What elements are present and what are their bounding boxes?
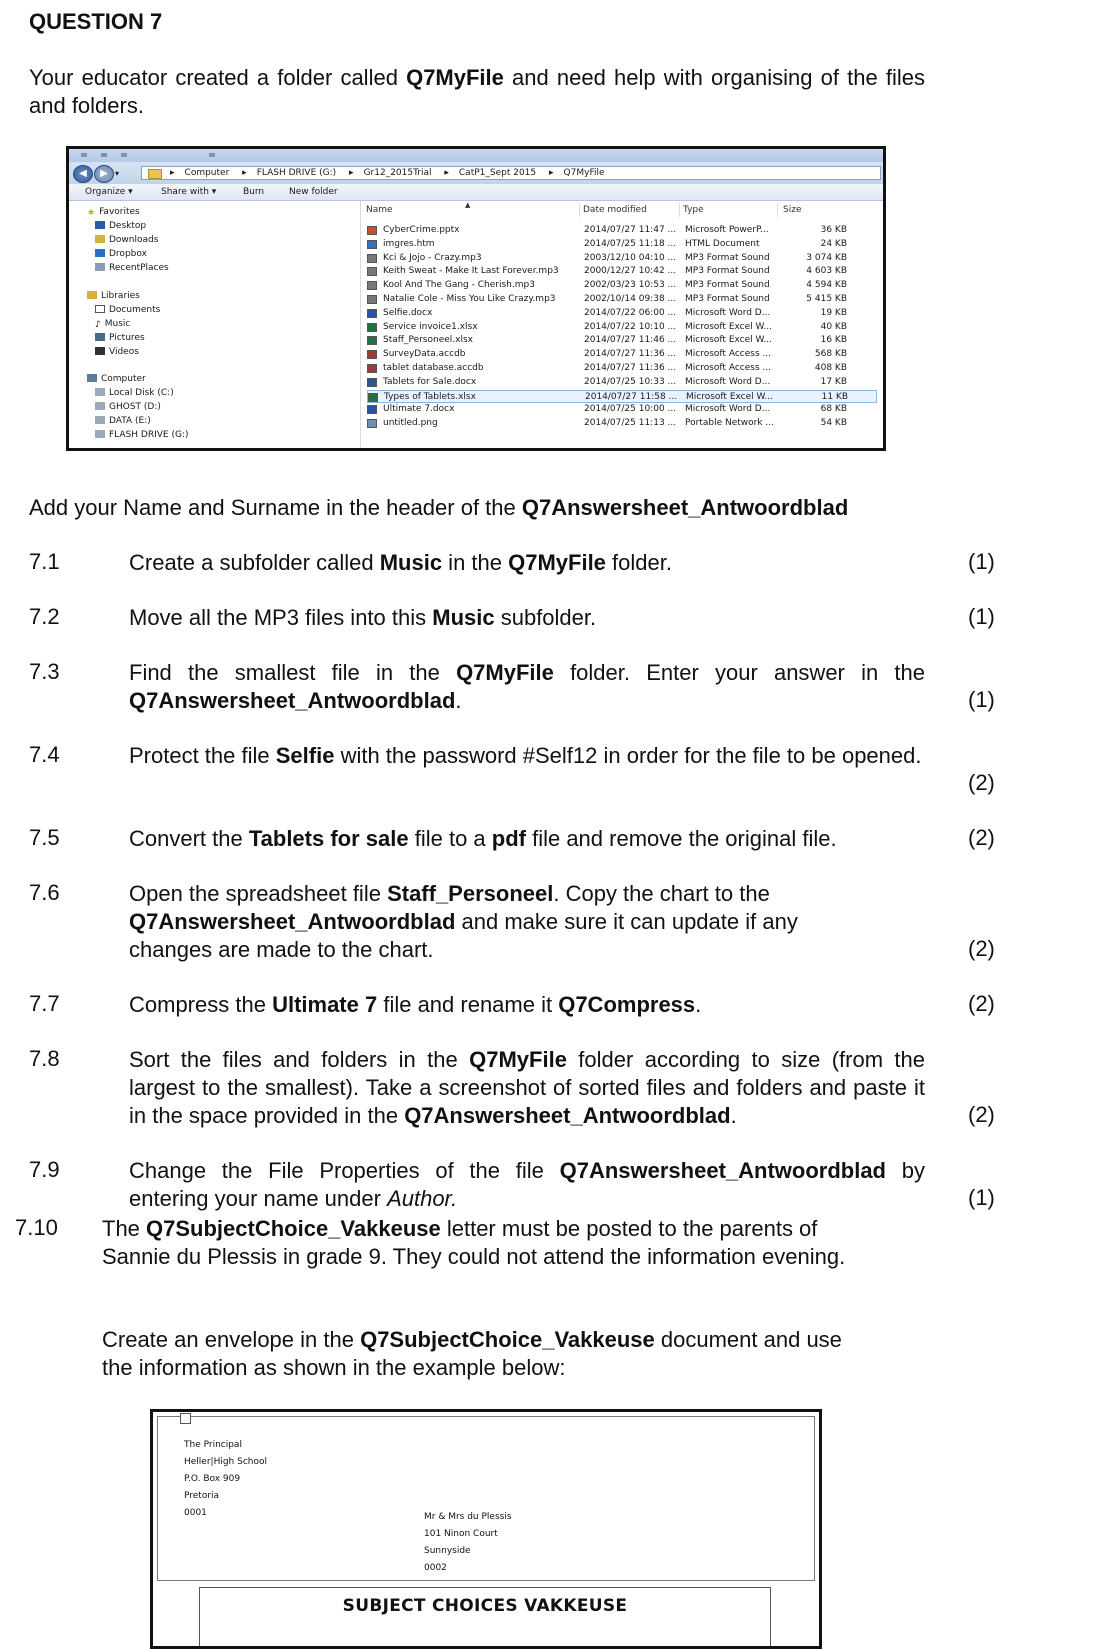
- file-name: Kool And The Gang - Cherish.mp3: [383, 280, 535, 291]
- file-size: 568 KB: [814, 349, 847, 360]
- column-header-type: Type: [683, 205, 704, 215]
- file-size: 4 594 KB: [806, 280, 847, 291]
- file-size: 4 603 KB: [806, 266, 847, 277]
- file-icon: [367, 378, 377, 387]
- file-name: Selfie.docx: [383, 307, 433, 318]
- question-7-9: Change the File Properties of the file Q7Answersheet_Antwoordblad by entering your name under Author.: [129, 1158, 925, 1211]
- file-row: [367, 252, 877, 265]
- explorer-toolbar: [69, 184, 883, 201]
- new-folder-button: New folder: [289, 187, 338, 197]
- file-type: Microsoft PowerP...: [685, 225, 769, 235]
- file-type: Microsoft Excel W...: [685, 321, 772, 332]
- mark-allocation: (1): [968, 549, 995, 574]
- return-address-line: The Principal: [184, 1440, 242, 1450]
- libraries-icon: [87, 291, 97, 299]
- mark-allocation: (1): [968, 687, 995, 712]
- question-7-3: Find the smallest file in the Q7MyFile folder. Enter your answer in the Q7Answersheet_Antwoordblad.: [129, 660, 925, 713]
- mark-allocation: (1): [968, 1185, 995, 1210]
- nav-item-documents: Documents: [95, 305, 160, 315]
- videos-icon: [95, 347, 105, 355]
- breadcrumb-sep-icon: ▸: [549, 168, 554, 178]
- file-icon: [368, 393, 378, 402]
- address-bar: [69, 162, 883, 184]
- question-7-6: Open the spreadsheet file Staff_Personeel. Copy the chart to the Q7Answersheet_Antwoordblad and make sure it can update if any changes are made to the chart.: [129, 881, 798, 962]
- explorer-screenshot: [66, 146, 886, 451]
- nav-item-ghost: GHOST (D:): [95, 402, 161, 412]
- file-icon: [367, 323, 377, 332]
- file-name: SurveyData.accdb: [383, 349, 466, 360]
- file-name: Types of Tablets.xlsx: [384, 391, 476, 402]
- column-header-size: Size: [783, 205, 802, 215]
- intro-paragraph: [29, 64, 925, 120]
- file-name: Staff_Personeel.xlsx: [383, 335, 473, 346]
- file-icon: [367, 295, 377, 304]
- column-separator: [777, 203, 778, 217]
- file-row: [367, 293, 877, 306]
- envelope-example: [150, 1409, 822, 1649]
- file-date: 2014/07/27 11:36 ...: [584, 363, 677, 373]
- breadcrumb-item: Computer: [184, 168, 230, 178]
- column-separator: [679, 203, 680, 217]
- file-icon: [367, 226, 377, 235]
- file-size: 16 KB: [820, 335, 847, 346]
- window-titlebar: [69, 149, 883, 162]
- question-number: 7.10: [15, 1215, 58, 1240]
- forward-icon: ▶: [94, 165, 114, 183]
- file-name: Service invoice1.xlsx: [383, 321, 478, 332]
- pictures-icon: [95, 333, 105, 341]
- return-address-line: Pretoria: [184, 1491, 220, 1501]
- nav-item-local-disk: Local Disk (C:): [95, 388, 174, 398]
- file-name: Kci & Jojo - Crazy.mp3: [383, 252, 482, 263]
- file-icon: [367, 336, 377, 345]
- file-icon: [367, 281, 377, 290]
- sort-ascending-icon: ▲: [465, 201, 471, 209]
- file-row: [367, 417, 877, 430]
- file-name: CyberCrime.pptx: [383, 225, 460, 235]
- breadcrumb: [141, 166, 881, 180]
- file-icon: [367, 350, 377, 359]
- file-date: 2014/07/22 10:10 ...: [584, 321, 677, 332]
- question-number: 7.9: [29, 1157, 60, 1182]
- file-type: Microsoft Access ...: [685, 349, 772, 360]
- column-separator: [579, 203, 580, 217]
- return-address-line: P.O. Box 909: [184, 1474, 241, 1484]
- mark-allocation: (1): [968, 604, 995, 629]
- breadcrumb-item: CatP1_Sept 2015: [458, 168, 537, 178]
- file-icon: [367, 419, 377, 428]
- question-number: 7.8: [29, 1046, 60, 1071]
- file-size: 24 KB: [820, 238, 847, 249]
- file-row: [367, 321, 877, 334]
- file-row: [367, 403, 877, 416]
- breadcrumb-item: Gr12_2015Trial: [363, 168, 432, 178]
- question-7-5: Convert the Tablets for sale file to a pdf file and remove the original file.: [129, 826, 837, 851]
- file-icon: [367, 405, 377, 414]
- navigation-pane: [69, 201, 359, 451]
- envelope-area: [157, 1416, 815, 1581]
- file-date: 2014/07/22 06:00 ...: [584, 307, 677, 318]
- file-name: Ultimate 7.docx: [383, 404, 455, 415]
- question-number: 7.7: [29, 991, 60, 1016]
- answersheet-name: Q7Answersheet_Antwoordblad: [521, 495, 849, 520]
- downloads-icon: [95, 235, 105, 243]
- file-size: 40 KB: [820, 321, 847, 332]
- return-address-line: 0001: [184, 1508, 207, 1518]
- column-header-name: Name: [366, 205, 393, 215]
- disk-icon: [95, 388, 105, 396]
- file-type: Microsoft Word D...: [685, 404, 771, 415]
- delivery-address-line: Mr & Mrs du Plessis: [424, 1512, 512, 1522]
- file-size: 54 KB: [820, 418, 847, 429]
- question-number: 7.5: [29, 825, 60, 850]
- delivery-address-line: 0002: [424, 1563, 447, 1573]
- file-row: [367, 348, 877, 361]
- letter-document-preview: [199, 1587, 771, 1649]
- letter-title: SUBJECT CHOICES VAKKEUSE: [342, 1596, 628, 1616]
- file-type: MP3 Format Sound: [685, 294, 770, 304]
- question-number: 7.3: [29, 659, 60, 684]
- delivery-address: [424, 1509, 512, 1577]
- mark-allocation: (2): [968, 825, 995, 850]
- file-type: MP3 Format Sound: [685, 280, 770, 291]
- file-size: 5 415 KB: [806, 294, 847, 304]
- file-date: 2014/07/25 10:33 ...: [584, 376, 677, 387]
- share-with-button: Share with ▾: [161, 187, 217, 197]
- file-date: 2002/10/14 09:38 ...: [584, 294, 677, 304]
- nav-computer: Computer: [87, 374, 146, 384]
- file-date: 2014/07/27 11:36 ...: [584, 349, 677, 360]
- desktop-icon: [95, 221, 105, 229]
- file-type: MP3 Format Sound: [685, 252, 770, 263]
- burn-button: Burn: [243, 187, 265, 197]
- documents-icon: [95, 305, 105, 313]
- breadcrumb-sep-icon: ▸: [170, 168, 175, 178]
- usb-drive-icon: [95, 430, 105, 438]
- file-size: 3 074 KB: [806, 252, 847, 263]
- file-type: Portable Network ...: [685, 418, 774, 429]
- disk-icon: [95, 416, 105, 424]
- nav-item-videos: Videos: [95, 347, 139, 357]
- question-7-8: Sort the files and folders in the Q7MyFile folder according to size (from the largest to the smallest). Take a screenshot of sorted files and folders and paste it in the space provided in the Q7Answersheet_Antwoordblad.: [129, 1047, 925, 1128]
- breadcrumb-sep-icon: ▸: [242, 168, 247, 178]
- file-name: imgres.htm: [383, 238, 435, 249]
- recent-places-icon: [95, 263, 105, 271]
- file-type: HTML Document: [685, 238, 760, 249]
- file-date: 2014/07/27 11:47 ...: [584, 225, 677, 235]
- breadcrumb-item: FLASH DRIVE (G:): [256, 168, 337, 178]
- return-address: [184, 1437, 267, 1522]
- file-type: MP3 Format Sound: [685, 266, 770, 277]
- file-row: [367, 265, 877, 278]
- question-number: 7.1: [29, 549, 60, 574]
- file-date: 2003/12/10 04:10 ...: [584, 252, 677, 263]
- question-7-2: Move all the MP3 files into this Music subfolder.: [129, 605, 597, 630]
- file-row: [367, 390, 877, 403]
- mark-allocation: (2): [968, 770, 995, 795]
- file-date: 2014/07/25 11:13 ...: [584, 418, 677, 429]
- delivery-address-line: Sunnyside: [424, 1546, 471, 1556]
- delivery-address-line: 101 Ninon Court: [424, 1529, 498, 1539]
- question-7-1: Create a subfolder called Music in the Q7MyFile folder.: [129, 550, 672, 575]
- star-icon: ★: [87, 208, 96, 218]
- nav-item-flash-drive: FLASH DRIVE (G:): [95, 430, 188, 440]
- music-icon: ♪: [95, 320, 101, 330]
- file-row: [367, 238, 877, 251]
- question-title: QUESTION 7: [29, 9, 163, 34]
- file-type: Microsoft Word D...: [685, 307, 771, 318]
- question-7-10-instruction: Create an envelope in the Q7SubjectChoice_Vakkeuse document and use the information as shown in the example below:: [102, 1327, 842, 1380]
- file-name: tablet database.accdb: [383, 363, 484, 373]
- file-icon: [367, 267, 377, 276]
- back-icon: ◀: [73, 165, 93, 183]
- intro-text-2: and need help with organising of the files and folders.: [29, 65, 925, 118]
- instruction-text: Add your Name and Surname in the header of the: [29, 495, 522, 520]
- file-date: 2014/07/27 11:58 ...: [585, 391, 678, 402]
- nav-libraries: Libraries: [87, 291, 140, 301]
- file-name: Keith Sweat - Make It Last Forever.mp3: [383, 266, 559, 277]
- file-date: 2014/07/25 11:18 ...: [584, 238, 677, 249]
- nav-item-dropbox: Dropbox: [95, 249, 147, 259]
- breadcrumb-sep-icon: ▸: [444, 168, 449, 178]
- question-7-4: Protect the file Selfie with the password #Self12 in order for the file to be opened.: [129, 743, 922, 768]
- mark-allocation: (2): [968, 991, 995, 1016]
- anchor-marker: [180, 1413, 191, 1424]
- breadcrumb-sep-icon: ▸: [349, 168, 354, 178]
- file-date: 2000/12/27 10:42 ...: [584, 266, 677, 277]
- file-type: Microsoft Access ...: [685, 363, 772, 373]
- return-address-line: Heller|High School: [184, 1457, 267, 1467]
- file-row: [367, 334, 877, 347]
- question-7-7: Compress the Ultimate 7 file and rename it Q7Compress.: [129, 992, 702, 1017]
- nav-item-pictures: Pictures: [95, 333, 145, 343]
- question-number: 7.2: [29, 604, 60, 629]
- file-type: Microsoft Word D...: [685, 376, 771, 387]
- file-size: 17 KB: [820, 376, 847, 387]
- file-name: untitled.png: [383, 418, 438, 429]
- computer-icon: [87, 374, 97, 382]
- file-date: 2002/03/23 10:53 ...: [584, 280, 677, 291]
- nav-favorites: ★ Favorites: [87, 207, 140, 218]
- file-row: [367, 224, 877, 237]
- file-icon: [367, 364, 377, 373]
- nav-item-desktop: Desktop: [95, 221, 146, 231]
- dropbox-icon: [95, 249, 105, 257]
- file-date: 2014/07/25 10:00 ...: [584, 404, 677, 415]
- file-size: 11 KB: [821, 391, 848, 402]
- file-row: [367, 279, 877, 292]
- folder-icon: [148, 169, 162, 179]
- file-icon: [367, 240, 377, 249]
- file-date: 2014/07/27 11:46 ...: [584, 335, 677, 346]
- breadcrumb-item: Q7MyFile: [563, 168, 605, 178]
- disk-icon: [95, 402, 105, 410]
- file-size: 408 KB: [814, 363, 847, 373]
- column-header-date: Date modified: [583, 205, 647, 215]
- file-size: 19 KB: [820, 307, 847, 318]
- recent-dropdown-icon: ▾: [115, 169, 120, 178]
- question-number: 7.6: [29, 880, 60, 905]
- file-type: Microsoft Excel W...: [686, 391, 773, 402]
- nav-item-data: DATA (E:): [95, 416, 151, 426]
- nav-item-recentplaces: RecentPlaces: [95, 263, 169, 273]
- file-type: Microsoft Excel W...: [685, 335, 772, 346]
- question-number: 7.4: [29, 742, 60, 767]
- mark-allocation: (2): [968, 936, 995, 961]
- file-row: [367, 376, 877, 389]
- nav-item-music: ♪ Music: [95, 319, 131, 330]
- intro-folder-name: Q7MyFile: [406, 65, 504, 90]
- file-name: Tablets for Sale.docx: [383, 376, 477, 387]
- file-row: [367, 307, 877, 320]
- header-instruction: [29, 494, 848, 522]
- file-icon: [367, 309, 377, 318]
- question-7-10: The Q7SubjectChoice_Vakkeuse letter must be posted to the parents of Sannie du Plessis in grade 9. They could not attend the information evening.: [102, 1216, 846, 1269]
- file-size: 68 KB: [820, 404, 847, 415]
- file-row: [367, 362, 877, 375]
- nav-item-downloads: Downloads: [95, 235, 158, 245]
- organize-button: Organize ▾: [85, 187, 133, 197]
- pane-divider: [360, 201, 361, 451]
- file-name: Natalie Cole - Miss You Like Crazy.mp3: [383, 294, 556, 304]
- file-size: 36 KB: [820, 225, 847, 235]
- file-icon: [367, 254, 377, 263]
- intro-text: Your educator created a folder called: [29, 65, 407, 90]
- mark-allocation: (2): [968, 1102, 995, 1127]
